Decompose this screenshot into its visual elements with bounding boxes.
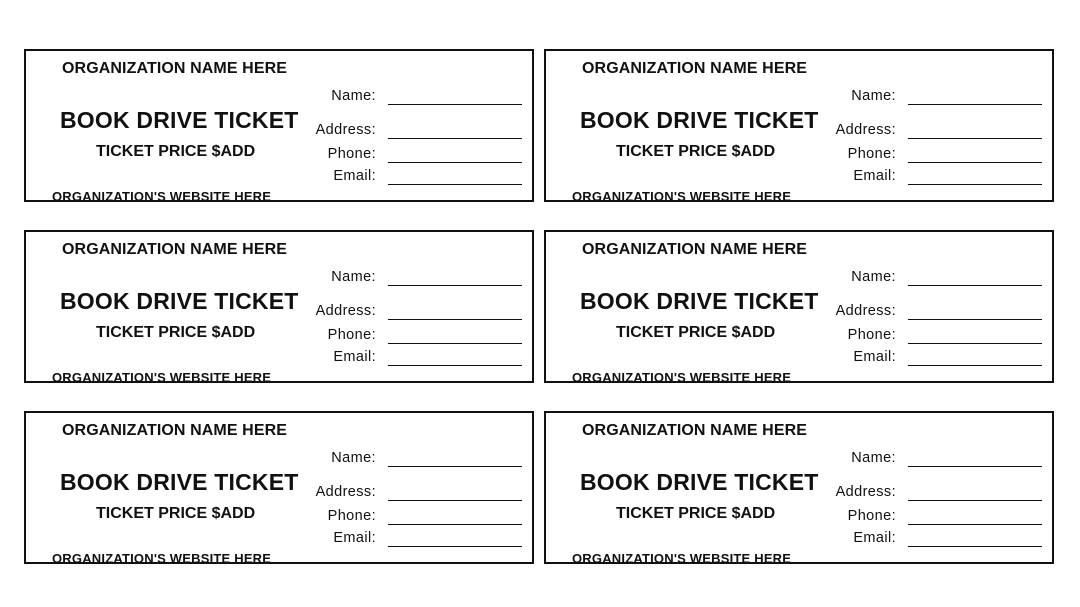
organization-website: ORGANIZATION'S WEBSITE HERE [572,370,792,385]
address-label: Address: [315,303,376,319]
ticket-title: BOOK DRIVE TICKET [60,107,299,133]
address-blank-line [908,138,1042,139]
email-blank-line [388,184,522,185]
phone-label: Phone: [847,146,896,162]
address-label: Address: [315,484,376,500]
email-field-row [296,529,522,547]
email-label: Email: [853,168,896,184]
phone-blank-line [908,524,1042,525]
ticket-price: TICKET PRICE $ADD [96,505,256,522]
email-label: Email: [853,530,896,546]
phone-label: Phone: [847,327,896,343]
ticket-3 [24,230,534,383]
email-blank-line [388,365,522,366]
email-blank-line [388,546,522,547]
email-field-row [296,348,522,366]
address-blank-line [908,319,1042,320]
address-field-row [816,483,1042,501]
email-blank-line [908,365,1042,366]
address-field-row [816,121,1042,139]
name-field-row [816,449,1042,467]
phone-field-row [296,145,522,163]
address-field-row [296,483,522,501]
phone-field-row [296,326,522,344]
ticket-5 [24,411,534,564]
ticket-price: TICKET PRICE $ADD [96,324,256,341]
email-field-row [296,167,522,185]
email-label: Email: [333,349,376,365]
email-field-row [816,529,1042,547]
ticket-price: TICKET PRICE $ADD [96,143,256,160]
address-label: Address: [835,122,896,138]
ticket-price: TICKET PRICE $ADD [616,505,776,522]
address-label: Address: [835,303,896,319]
name-label: Name: [851,88,896,104]
organization-name: ORGANIZATION NAME HERE [582,60,808,77]
name-blank-line [908,285,1042,286]
name-field-row [816,87,1042,105]
phone-field-row [816,507,1042,525]
address-blank-line [908,500,1042,501]
name-field-row [816,268,1042,286]
address-label: Address: [315,122,376,138]
email-blank-line [908,546,1042,547]
name-blank-line [388,466,522,467]
email-label: Email: [333,168,376,184]
ticket-title: BOOK DRIVE TICKET [60,469,299,495]
email-label: Email: [333,530,376,546]
ticket-2 [544,49,1054,202]
ticket-title: BOOK DRIVE TICKET [580,288,819,314]
address-label: Address: [835,484,896,500]
name-label: Name: [331,450,376,466]
phone-field-row [816,326,1042,344]
phone-label: Phone: [847,508,896,524]
email-label: Email: [853,349,896,365]
name-field-row [296,268,522,286]
phone-label: Phone: [327,508,376,524]
address-field-row [816,302,1042,320]
email-field-row [816,167,1042,185]
email-blank-line [908,184,1042,185]
address-blank-line [388,319,522,320]
ticket-1 [24,49,534,202]
ticket-6 [544,411,1054,564]
ticket-title: BOOK DRIVE TICKET [60,288,299,314]
organization-website: ORGANIZATION'S WEBSITE HERE [52,189,272,204]
phone-blank-line [388,524,522,525]
address-field-row [296,121,522,139]
phone-label: Phone: [327,146,376,162]
address-field-row [296,302,522,320]
name-field-row [296,87,522,105]
email-field-row [816,348,1042,366]
address-blank-line [388,500,522,501]
organization-name: ORGANIZATION NAME HERE [62,422,288,439]
organization-name: ORGANIZATION NAME HERE [582,422,808,439]
phone-field-row [296,507,522,525]
organization-website: ORGANIZATION'S WEBSITE HERE [572,189,792,204]
organization-website: ORGANIZATION'S WEBSITE HERE [52,551,272,566]
phone-label: Phone: [327,327,376,343]
organization-name: ORGANIZATION NAME HERE [582,241,808,258]
ticket-4 [544,230,1054,383]
name-label: Name: [851,269,896,285]
organization-name: ORGANIZATION NAME HERE [62,60,288,77]
name-blank-line [388,285,522,286]
phone-field-row [816,145,1042,163]
ticket-price: TICKET PRICE $ADD [616,324,776,341]
phone-blank-line [388,162,522,163]
name-label: Name: [331,269,376,285]
name-label: Name: [331,88,376,104]
organization-name: ORGANIZATION NAME HERE [62,241,288,258]
phone-blank-line [908,343,1042,344]
address-blank-line [388,138,522,139]
phone-blank-line [388,343,522,344]
name-blank-line [908,104,1042,105]
phone-blank-line [908,162,1042,163]
ticket-title: BOOK DRIVE TICKET [580,107,819,133]
name-blank-line [908,466,1042,467]
organization-website: ORGANIZATION'S WEBSITE HERE [52,370,272,385]
organization-website: ORGANIZATION'S WEBSITE HERE [572,551,792,566]
name-blank-line [388,104,522,105]
ticket-price: TICKET PRICE $ADD [616,143,776,160]
name-label: Name: [851,450,896,466]
name-field-row [296,449,522,467]
ticket-title: BOOK DRIVE TICKET [580,469,819,495]
